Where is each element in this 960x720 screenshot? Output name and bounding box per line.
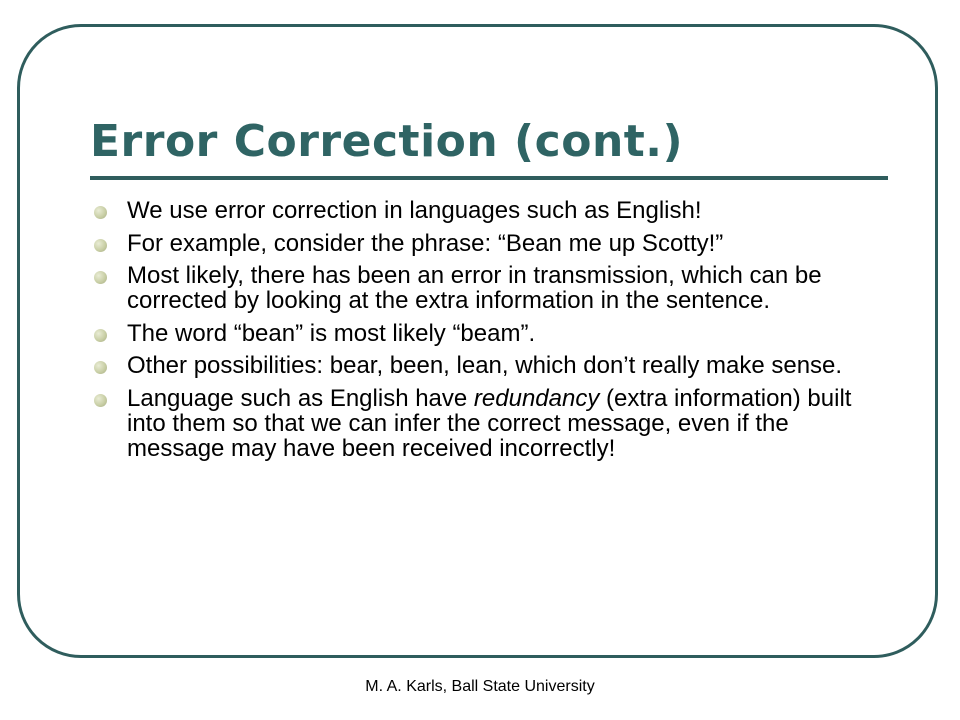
bullet-dot-icon (94, 206, 107, 219)
bullet-item (90, 386, 890, 461)
bullet-text-end: (extra information) built into them so that we can infer the correct message, even if the message may have been received incorrectly! (127, 384, 852, 462)
bullet-item (90, 198, 890, 223)
title-underline (90, 176, 888, 180)
bullet-text: Other possibilities: bear, been, lean, which don’t really make sense. (127, 352, 843, 379)
bullet-item (90, 353, 890, 378)
bullet-text: We use error correction in languages such as English! (127, 197, 702, 224)
slide-footer: M. A. Karls, Ball State University (365, 678, 595, 695)
bullet-dot-icon (94, 239, 107, 252)
bullet-item (90, 231, 890, 256)
bullet-text (127, 385, 851, 462)
bullet-text-start: Language such as English have (127, 384, 474, 412)
bullet-text: The word “bean” is most likely “beam”. (127, 319, 536, 347)
slide-title: Error Correction (cont.) (90, 116, 684, 167)
bullet-dot-icon (94, 361, 107, 374)
bullet-dot-icon (94, 329, 107, 342)
bullet-text: For example, consider the phrase: “Bean me up Scotty!” (127, 229, 724, 257)
bullet-dot-icon (94, 271, 107, 284)
bullet-list (90, 198, 890, 468)
bullet-text: Most likely, there has been an error in transmission, which can be corrected by looking at the extra information in the sentence. (127, 262, 822, 314)
emphasis-redundancy: redundancy (473, 384, 600, 412)
bullet-item (90, 263, 890, 313)
bullet-item (90, 321, 890, 346)
bullet-dot-icon (94, 394, 107, 407)
